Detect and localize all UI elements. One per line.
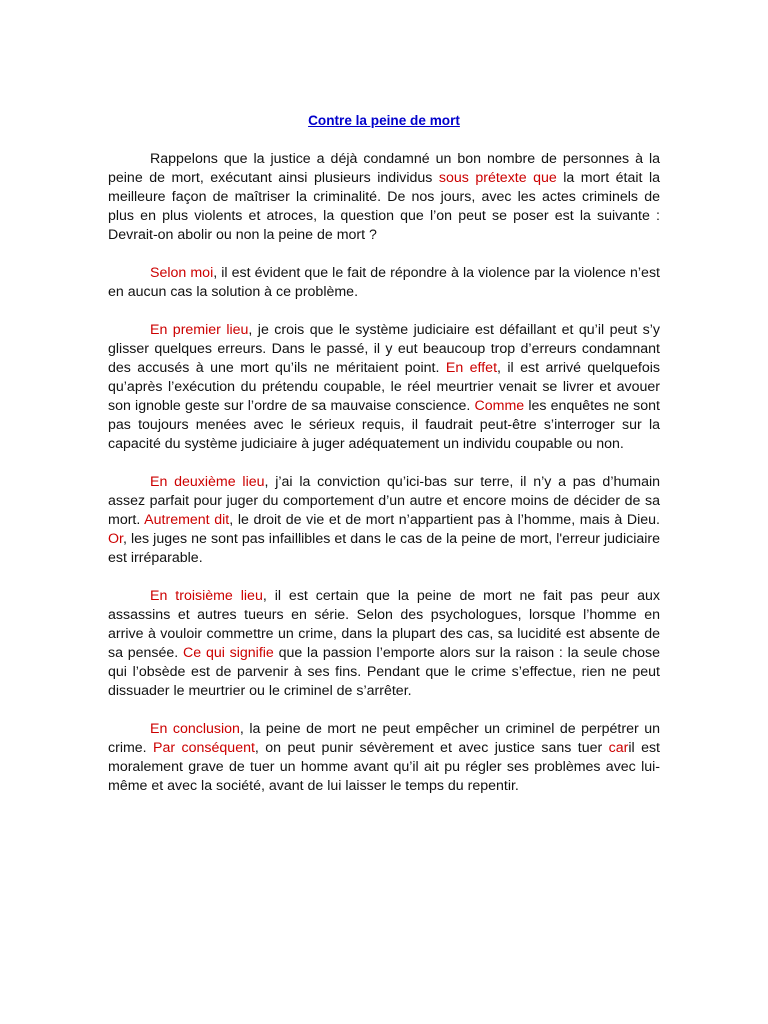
paragraph-text: la mort était la meilleure façon de maîtriser la criminalité. De nos jours, avec les actes criminels de plus en plus violents et atroces, la question que l’on peut se poser est la suivante : Devrait-on abolir ou non la peine de mort ? [108,170,660,243]
connector-phrase: car [608,740,629,756]
connector-phrase: En premier lieu [150,322,249,338]
connector-phrase: En deuxième lieu [150,474,265,490]
title-link[interactable]: Contre la peine de mort [308,113,460,128]
paragraph [108,150,660,245]
connector-phrase: Comme [474,398,525,414]
connector-phrase: Selon moi [150,265,214,281]
document-title [108,111,660,131]
paragraph-text: , il est certain que la peine de mort ne fait pas peur aux assassins et autres tueurs en série. Selon des psychologues, lorsque l’homme en arrive à vouloir commettre un crime, dans la plupart des cas, sa lucidité est absente de sa pensée. [108,588,660,661]
paragraph [108,264,660,302]
paragraph-text: que la passion l’emporte alors sur la raison : la seule chose qui l’obsède est de parvenir à ses fins. Pendant que le crime s’effectue, rien ne peut dissuader le meurtrier ou le criminel de s’arrêter. [108,645,661,699]
paragraph-text: , on peut punir sévèrement et avec justice sans tuer [254,740,609,756]
connector-phrase: Or [108,531,123,547]
paragraph-text: , il est évident que le fait de répondre à la violence par la violence n’est en aucun cas la solution à ce problème. [108,265,660,300]
connector-phrase: Autrement dit [144,512,230,528]
paragraph-text: Rappelons que la justice a déjà condamné un bon nombre de personnes à la peine de mort, exécutant ainsi plusieurs individus [108,151,660,186]
paragraph-list [108,150,660,796]
paragraph-text: , les juges ne sont pas infaillibles et dans le cas de la peine de mort, l'erreur judiciaire est irréparable. [108,531,660,566]
connector-phrase: En effet [445,360,498,376]
connector-phrase: sous prétexte que [438,170,557,186]
paragraph [108,587,660,701]
connector-phrase: Par conséquent [153,740,255,756]
paragraph [108,321,660,454]
paragraph [108,473,660,568]
paragraph-text: il est moralement grave de tuer un homme avant qu’il ait pu régler ses problèmes avec lui-même et avec la société, avant de lui laisser le temps du repentir. [108,740,660,794]
paragraph [108,720,660,796]
connector-phrase: Ce qui signifie [183,645,274,661]
connector-phrase: En conclusion [150,721,240,737]
document-body [108,111,660,815]
paragraph-text: , il est arrivé quelquefois qu’après l’exécution du prétendu coupable, le réel meurtrier venait se livrer et avouer son ignoble geste sur l’ordre de sa mauvaise conscience. [108,360,660,414]
paragraph-text: , le droit de vie et de mort n’appartient pas à l’homme, mais à Dieu. [229,512,660,528]
paragraph-text: , j’ai la conviction qu’ici-bas sur terre, il n’y a pas d’humain assez parfait pour juger du comportement d’un autre et encore moins de décider de sa mort. [108,474,661,528]
paragraph-text: , je crois que le système judiciaire est défaillant et qu’il peut s’y glisser quelques erreurs. Dans le passé, il y eut beaucoup trop d’erreurs condamnant des accusés à une mort qu’ils ne méritaient point. [108,322,660,376]
paragraph-text: les enquêtes ne sont pas toujours menées avec le sérieux requis, il faudrait peut-être s’interroger sur la capacité du système judiciaire à juger adéquatement un individu coupable ou non. [108,398,660,452]
paragraph-text: , la peine de mort ne peut empêcher un criminel de perpétrer un crime. [108,721,660,756]
connector-phrase: En troisième lieu [150,588,263,604]
